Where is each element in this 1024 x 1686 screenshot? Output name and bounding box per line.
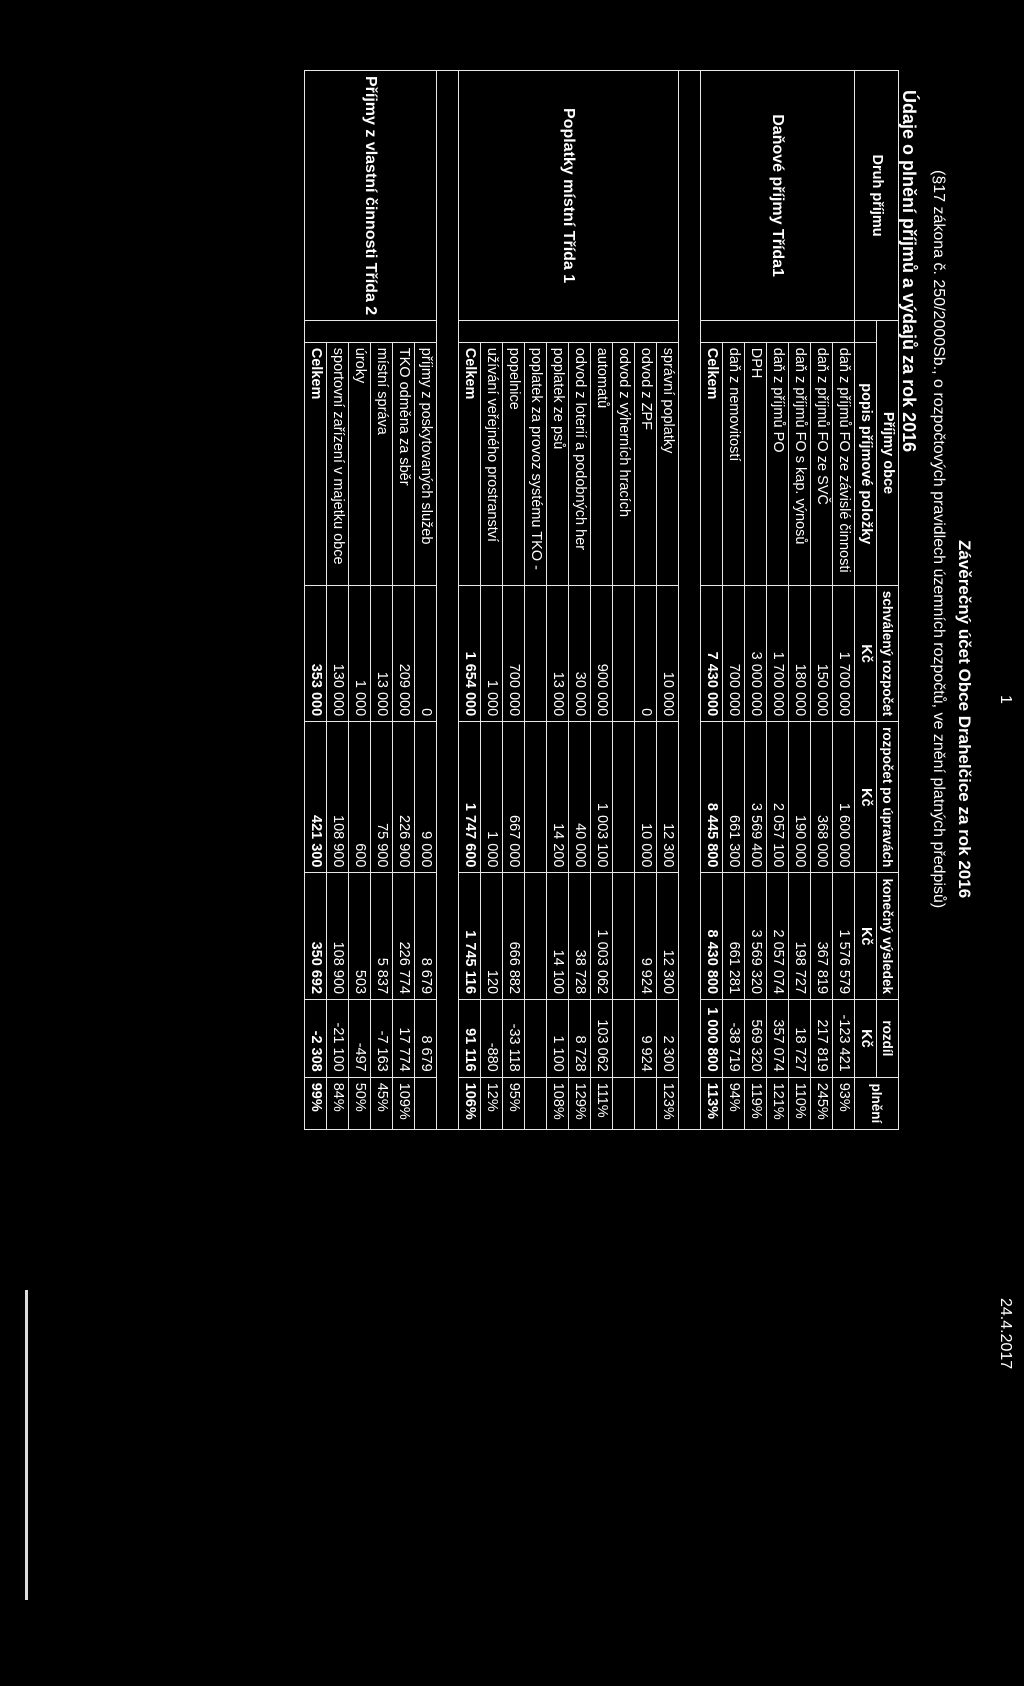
signature-line <box>25 1290 28 1600</box>
row-pct: 94% <box>723 1077 745 1129</box>
row-final: 9 924 <box>635 873 657 1000</box>
row-desc: automatů <box>591 342 613 585</box>
diff-header: rozdíl <box>877 1000 899 1078</box>
row-adjusted: 3 569 400 <box>745 722 767 873</box>
row-adjusted: 14 200 <box>547 722 569 873</box>
row-pct <box>415 1077 437 1129</box>
total-approved: 353 000 <box>305 585 327 721</box>
row-desc: daň z příjmů FO ze SVČ <box>811 342 833 585</box>
table-row <box>833 71 855 1130</box>
table-row <box>657 71 679 1130</box>
row-approved: 1 000 <box>481 585 503 721</box>
row-adjusted <box>613 722 635 873</box>
row-final <box>525 873 547 1000</box>
row-diff <box>613 1000 635 1078</box>
row-approved: 0 <box>635 585 657 721</box>
row-approved: 900 000 <box>591 585 613 721</box>
row-approved: 13 000 <box>371 585 393 721</box>
row-final: 38 728 <box>569 873 591 1000</box>
row-final <box>613 873 635 1000</box>
desc-header: popis příjmové položky <box>855 342 877 585</box>
row-approved <box>525 585 547 721</box>
row-diff: 8 679 <box>415 1000 437 1078</box>
income-table <box>304 70 899 1130</box>
row-diff: 357 074 <box>767 1000 789 1078</box>
section-gap <box>437 71 459 1130</box>
row-approved <box>613 585 635 721</box>
row-diff: 9 924 <box>635 1000 657 1078</box>
row-pct: 129% <box>569 1077 591 1129</box>
row-desc: TKO odměna za sběr <box>393 342 415 585</box>
row-pct <box>613 1077 635 1129</box>
row-adjusted: 667 000 <box>503 722 525 873</box>
row-final: 5 837 <box>371 873 393 1000</box>
total-label: Celkem <box>701 342 723 585</box>
row-approved: 150 000 <box>811 585 833 721</box>
row-pct: 84% <box>327 1077 349 1129</box>
row-adjusted: 40 000 <box>569 722 591 873</box>
adjusted-header: rozpočet po úpravách <box>877 722 899 873</box>
row-adjusted: 75 900 <box>371 722 393 873</box>
row-pct: 109% <box>393 1077 415 1129</box>
row-diff <box>525 1000 547 1078</box>
row-pct: 111% <box>591 1077 613 1129</box>
row-pct: 108% <box>547 1077 569 1129</box>
total-adjusted: 8 445 800 <box>701 722 723 873</box>
row-desc: sportovní zařízení v majetku obce <box>327 342 349 585</box>
row-adjusted: 2 057 100 <box>767 722 789 873</box>
table-row <box>415 71 437 1130</box>
row-approved: 13 000 <box>547 585 569 721</box>
approved-header: schválený rozpočet <box>877 585 899 721</box>
row-desc: popelnice <box>503 342 525 585</box>
row-desc: místní správa <box>371 342 393 585</box>
row-pct: 50% <box>349 1077 371 1129</box>
group-label: Poplatky místní Třída 1 <box>459 71 679 321</box>
row-diff: -21 100 <box>327 1000 349 1078</box>
total-pct: 106% <box>459 1077 481 1129</box>
row-pct: 245% <box>811 1077 833 1129</box>
row-desc: poplatek ze psů <box>547 342 569 585</box>
table-caption-row <box>877 71 899 1130</box>
row-desc: odvod z výherních hracích <box>613 342 635 585</box>
document-subtitle: (§17 zákona č. 250/2000Sb., o rozpočtových pravidlech územních rozpočtů, ve znění platných předpisů) <box>930 170 947 909</box>
row-diff: 569 320 <box>745 1000 767 1078</box>
row-diff: -880 <box>481 1000 503 1078</box>
row-approved: 130 000 <box>327 585 349 721</box>
unit-approved: Kč <box>855 585 877 721</box>
row-desc: daň z příjmů PO <box>767 342 789 585</box>
total-diff: 91 116 <box>459 1000 481 1078</box>
document-date: 24.4.2017 <box>997 1298 1014 1370</box>
unit-final: Kč <box>855 873 877 1000</box>
row-desc: odvod z ZPF <box>635 342 657 585</box>
row-adjusted: 226 900 <box>393 722 415 873</box>
row-final: 1 003 062 <box>591 873 613 1000</box>
page-number: 1 <box>997 695 1014 704</box>
unit-adjusted: Kč <box>855 722 877 873</box>
gap-cell <box>679 71 701 1130</box>
fulfil-header: plnění <box>855 1077 899 1129</box>
row-diff: -33 118 <box>503 1000 525 1078</box>
row-adjusted: 108 900 <box>327 722 349 873</box>
final-header: konečný výsledek <box>877 873 899 1000</box>
row-adjusted: 10 000 <box>635 722 657 873</box>
total-final: 1 745 116 <box>459 873 481 1000</box>
row-adjusted: 661 300 <box>723 722 745 873</box>
row-pct: 93% <box>833 1077 855 1129</box>
row-adjusted: 12 300 <box>657 722 679 873</box>
row-pct <box>635 1077 657 1129</box>
row-pct: 121% <box>767 1077 789 1129</box>
row-adjusted: 600 <box>349 722 371 873</box>
subgroup-cell <box>701 321 855 343</box>
subgroup-cell <box>305 321 437 343</box>
row-approved: 700 000 <box>503 585 525 721</box>
row-diff: 8 728 <box>569 1000 591 1078</box>
row-desc: úroky <box>349 342 371 585</box>
row-desc: daň z příjmů FO s kap. výnosů <box>789 342 811 585</box>
row-desc: daň z příjmů FO ze závislé činnosti <box>833 342 855 585</box>
row-adjusted: 368 000 <box>811 722 833 873</box>
row-adjusted: 1 600 000 <box>833 722 855 873</box>
row-diff: 17 774 <box>393 1000 415 1078</box>
total-diff: -2 308 <box>305 1000 327 1078</box>
section-gap <box>679 71 701 1130</box>
row-final: 367 819 <box>811 873 833 1000</box>
unit-diff: Kč <box>855 1000 877 1078</box>
row-adjusted <box>525 722 547 873</box>
total-label: Celkem <box>305 342 327 585</box>
row-approved: 1 700 000 <box>833 585 855 721</box>
row-pct: 110% <box>789 1077 811 1129</box>
row-adjusted: 9 000 <box>415 722 437 873</box>
row-pct <box>525 1077 547 1129</box>
row-desc: DPH <box>745 342 767 585</box>
row-final: 120 <box>481 873 503 1000</box>
row-approved: 10 000 <box>657 585 679 721</box>
row-desc: odvod z loterií a podobných her <box>569 342 591 585</box>
row-diff: 103 062 <box>591 1000 613 1078</box>
group-label: Příjmy z vlastní činnosti Třída 2 <box>305 71 437 321</box>
row-diff: 2 300 <box>657 1000 679 1078</box>
row-final: 198 727 <box>789 873 811 1000</box>
row-adjusted: 1 003 100 <box>591 722 613 873</box>
row-pct: 123% <box>657 1077 679 1129</box>
table-body <box>305 71 855 1130</box>
row-diff: -123 421 <box>833 1000 855 1078</box>
row-approved: 180 000 <box>789 585 811 721</box>
total-label: Celkem <box>459 342 481 585</box>
total-pct: 99% <box>305 1077 327 1129</box>
row-final: 14 100 <box>547 873 569 1000</box>
row-final: 2 057 074 <box>767 873 789 1000</box>
row-approved: 1 700 000 <box>767 585 789 721</box>
row-final: 503 <box>349 873 371 1000</box>
row-diff: -497 <box>349 1000 371 1078</box>
row-diff: -7 163 <box>371 1000 393 1078</box>
row-desc: správní poplatky <box>657 342 679 585</box>
empty-header-cell <box>855 321 877 343</box>
row-desc: poplatek za provoz systému TKO - <box>525 342 547 585</box>
row-desc: příjmy z poskytovaných služeb <box>415 342 437 585</box>
row-pct: 119% <box>745 1077 767 1129</box>
row-approved: 30 000 <box>569 585 591 721</box>
total-approved: 7 430 000 <box>701 585 723 721</box>
row-final: 108 900 <box>327 873 349 1000</box>
section-heading: Údaje o plnění příjmů a výdajů za rok 2016 <box>899 90 919 453</box>
row-final: 661 281 <box>723 873 745 1000</box>
row-final: 666 882 <box>503 873 525 1000</box>
gap-cell <box>437 71 459 1130</box>
row-adjusted: 190 000 <box>789 722 811 873</box>
total-adjusted: 1 747 600 <box>459 722 481 873</box>
row-pct: 45% <box>371 1077 393 1129</box>
row-final: 12 300 <box>657 873 679 1000</box>
row-desc: daň z nemovitostí <box>723 342 745 585</box>
row-diff: 217 819 <box>811 1000 833 1078</box>
row-final: 3 569 320 <box>745 873 767 1000</box>
row-final: 8 679 <box>415 873 437 1000</box>
document-title: Závěrečný účet Obce Drahelčice za rok 2016 <box>955 540 974 899</box>
total-diff: 1 000 800 <box>701 1000 723 1078</box>
row-final: 1 576 579 <box>833 873 855 1000</box>
row-approved: 1 000 <box>349 585 371 721</box>
total-approved: 1 654 000 <box>459 585 481 721</box>
row-diff: -38 719 <box>723 1000 745 1078</box>
row-desc: užívání veřejného prostranství <box>481 342 503 585</box>
total-final: 350 692 <box>305 873 327 1000</box>
table-caption: Příjmy obce <box>877 321 899 586</box>
total-pct: 113% <box>701 1077 723 1129</box>
row-approved: 3 000 000 <box>745 585 767 721</box>
row-pct: 12% <box>481 1077 503 1129</box>
table-type-header: Druh příjmu <box>855 71 899 321</box>
row-final: 226 774 <box>393 873 415 1000</box>
subgroup-cell <box>459 321 679 343</box>
total-final: 8 430 800 <box>701 873 723 1000</box>
total-adjusted: 421 300 <box>305 722 327 873</box>
row-diff: 1 100 <box>547 1000 569 1078</box>
row-diff: 18 727 <box>789 1000 811 1078</box>
row-adjusted: 1 000 <box>481 722 503 873</box>
row-approved: 0 <box>415 585 437 721</box>
row-approved: 209 000 <box>393 585 415 721</box>
row-pct: 95% <box>503 1077 525 1129</box>
group-label: Daňové příjmy Třída1 <box>701 71 855 321</box>
row-approved: 700 000 <box>723 585 745 721</box>
